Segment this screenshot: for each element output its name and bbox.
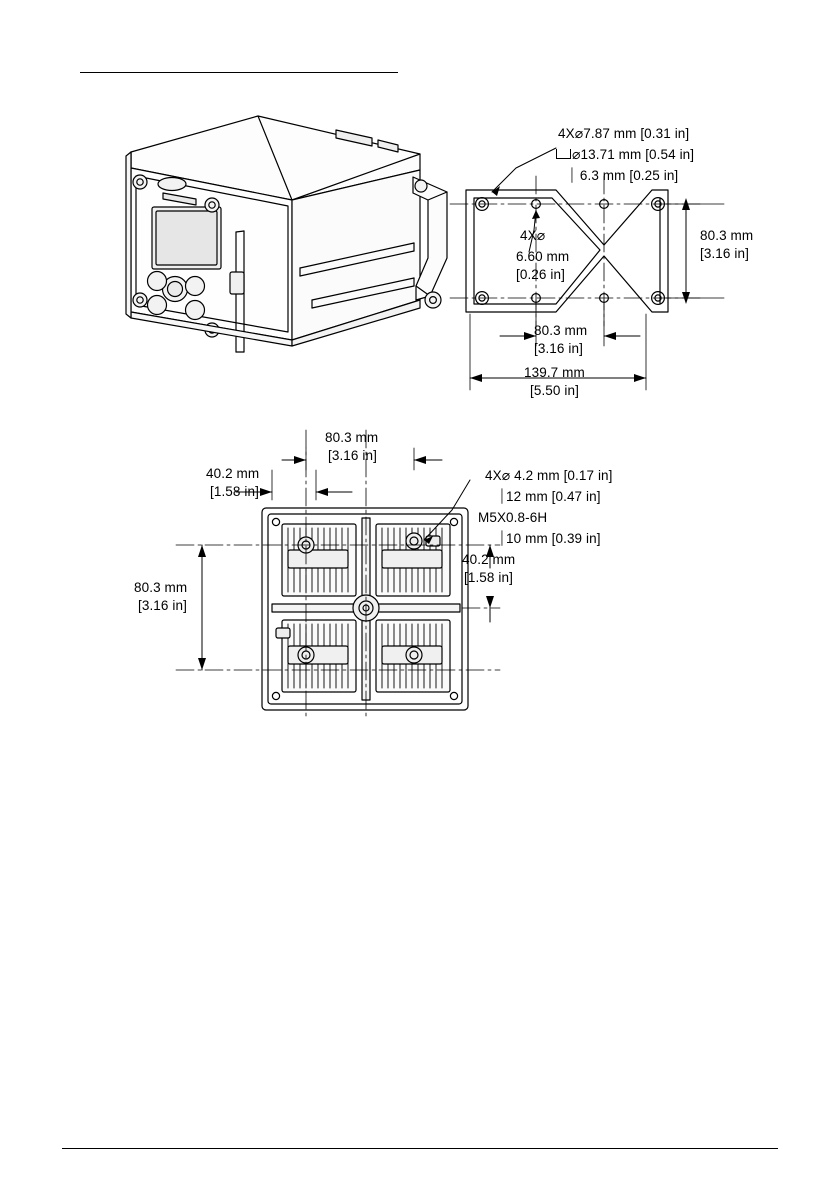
rear-left-offset-line2: [1.58 in] xyxy=(210,484,259,499)
bracket-inner-hole-line1: 4X⌀ xyxy=(520,228,546,244)
depth-icon: ⏐ xyxy=(498,489,507,505)
bracket-hole-callout-line1: 4X⌀7.87 mm [0.31 in] xyxy=(558,126,690,142)
bracket-vertical-dim-line2: [3.16 in] xyxy=(700,246,749,261)
bracket-horizontal-dim-line1: 80.3 mm xyxy=(534,323,588,338)
depth-icon: ⏐ xyxy=(498,531,507,547)
bracket-vertical-dim-line1: 80.3 mm xyxy=(700,228,754,243)
bracket-overall-dim-line2: [5.50 in] xyxy=(530,383,579,398)
rear-left-dim-line1: 80.3 mm xyxy=(134,580,188,595)
rear-thread-callout-spec: M5X0.8-6H xyxy=(478,510,548,525)
rear-top-dim-line1: 80.3 mm xyxy=(325,430,379,445)
instrument-isometric-view xyxy=(126,116,447,352)
rear-right-offset-line1: 40.2 mm xyxy=(462,552,516,567)
bracket-hole-callout-depth: ⏐ 6.3 mm [0.25 in] xyxy=(568,168,679,184)
rear-right-offset-line2: [1.58 in] xyxy=(464,570,513,585)
bracket-horizontal-dim-line2: [3.16 in] xyxy=(534,341,583,356)
bracket-inner-hole-line3: [0.26 in] xyxy=(516,267,565,282)
rear-thread-callout-line1: 4X⌀ 4.2 mm [0.17 in] xyxy=(485,468,613,484)
rear-thread-callout-depth2: ⏐10 mm [0.39 in] xyxy=(498,531,601,547)
rear-top-dim-line2: [3.16 in] xyxy=(328,448,377,463)
counterbore-icon xyxy=(556,149,571,159)
bracket-hole-callout-counterbore: ⌀13.71 mm [0.54 in] xyxy=(556,147,694,163)
mounting-bracket-view xyxy=(450,148,724,390)
bracket-inner-hole-line2: 6.60 mm xyxy=(516,249,570,264)
bracket-overall-dim-line1: 139.7 mm xyxy=(524,365,585,380)
depth-icon: ⏐ xyxy=(568,168,577,184)
rear-left-offset-line1: 40.2 mm xyxy=(206,466,260,481)
rear-thread-callout-depth1: ⏐12 mm [0.47 in] xyxy=(498,489,601,505)
rear-left-dim-line2: [3.16 in] xyxy=(138,598,187,613)
